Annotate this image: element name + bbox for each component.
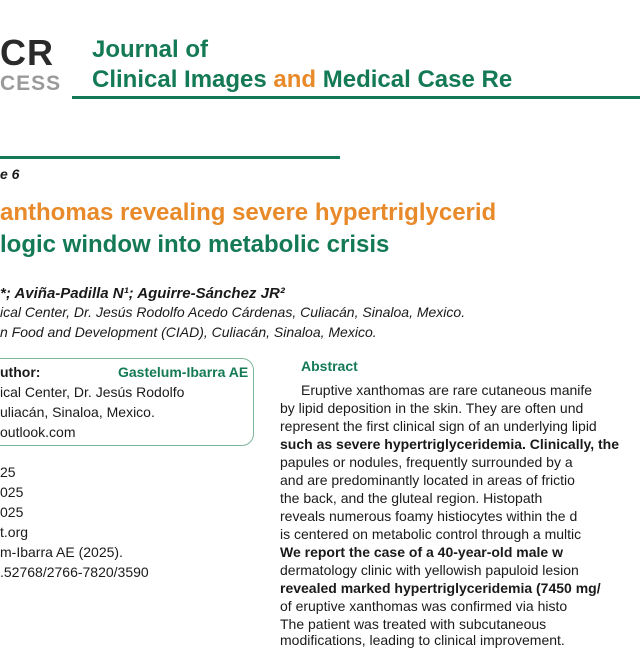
abstract-line: We report the case of a 40-year-old male w xyxy=(280,544,563,560)
section-rule xyxy=(0,156,340,159)
abstract-line: is centered on metabolic control through a multic xyxy=(280,526,582,542)
meta-received: 25 xyxy=(0,464,16,480)
journal-name-part-a: Clinical Images xyxy=(92,66,274,93)
abstract-line: and are predominantly located in areas of frictio xyxy=(280,472,575,488)
abstract-line: papules or nodules, frequently surrounded by a xyxy=(280,454,573,470)
abstract-line: the back, and the gluteal region. Histopath xyxy=(280,490,543,506)
abstract-line: such as severe hypertriglyceridemia. Clinically, the xyxy=(280,436,620,452)
meta-published: 025 xyxy=(0,504,24,520)
meta-accepted: 025 xyxy=(0,484,24,500)
correspondence-email: outlook.com xyxy=(0,424,76,440)
meta-doi[interactable]: .52768/2766-7820/3590 xyxy=(0,564,149,580)
abstract-line: by lipid deposition in the skin. They are often und xyxy=(280,400,584,416)
abstract-line: dermatology clinic with yellowish papuloid lesion xyxy=(280,562,579,578)
abstract-line: Eruptive xanthomas are rare cutaneous manife xyxy=(301,382,593,398)
abstract-line: represent the first clinical sign of an underlying lipid xyxy=(280,418,597,434)
affiliation-1: ical Center, Dr. Jesús Rodolfo Acedo Cárdenas, Culiacán, Sinaloa, Mexico. xyxy=(0,304,466,320)
correspondence-address-1: ical Center, Dr. Jesús Rodolfo xyxy=(0,384,185,400)
abstract-line: reveals numerous foamy histiocytes within the d xyxy=(280,508,578,524)
logo-bottom-text: CESS xyxy=(0,72,62,95)
article-type: e 6 xyxy=(0,166,20,182)
abstract-heading: Abstract xyxy=(301,358,358,374)
journal-name-line1: Journal of xyxy=(92,36,209,63)
correspondence-name: Gastelum-Ibarra AE xyxy=(118,364,249,380)
abstract-line: modifications, leading to clinical improvement. xyxy=(280,632,565,648)
abstract-line: of eruptive xanthomas was confirmed via histo xyxy=(280,598,568,614)
article-title-line2: logic window into metabolic crisis xyxy=(0,231,390,258)
article-title-line1: anthomas revealing severe hypertriglycerid xyxy=(0,199,497,226)
header-rule xyxy=(72,96,640,99)
journal-name-part-b: Medical Case Re xyxy=(316,66,513,93)
journal-name-and: and xyxy=(273,66,317,93)
correspondence-label: uthor: xyxy=(0,364,41,380)
abstract-line: The patient was treated with subcutaneous xyxy=(280,616,547,632)
meta-copyright: m-Ibarra AE (2025). xyxy=(0,544,123,560)
authors: *; Aviña-Padilla N¹; Aguirre-Sánchez JR² xyxy=(0,285,285,302)
meta-archived: t.org xyxy=(0,524,29,540)
abstract-line: revealed marked hypertriglyceridemia (7450 mg/ xyxy=(280,580,601,596)
journal-name-line2 xyxy=(92,66,512,94)
correspondence-address-2: uliacán, Sinaloa, Mexico. xyxy=(0,404,155,420)
affiliation-2: n Food and Development (CIAD), Culiacán, Sinaloa, Mexico. xyxy=(0,324,377,340)
logo-top-text: CR xyxy=(0,32,54,73)
